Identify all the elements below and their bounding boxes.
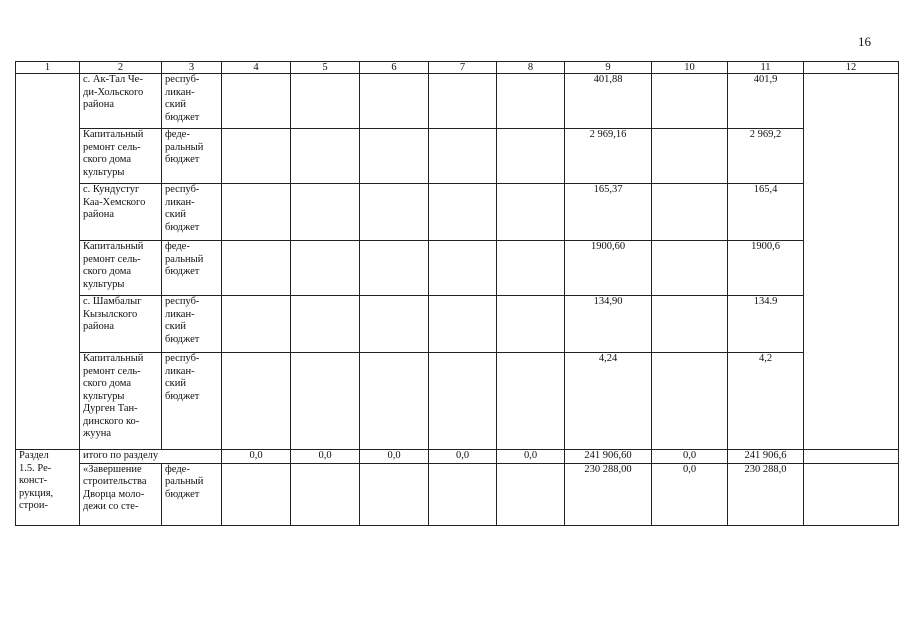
value-col9: 2 969,16 — [565, 129, 652, 184]
funding-source-cell: феде- ральный бюджет — [162, 241, 222, 296]
section-label-cell: Раздел 1.5. Ре- конст- рукция, строи- — [16, 450, 80, 526]
table-row — [16, 74, 899, 129]
value-col8: 0,0 — [497, 450, 565, 464]
value-col11: 2 969,2 — [728, 129, 804, 184]
value-col9: 165,37 — [565, 184, 652, 241]
total-label: итого по разделу — [80, 450, 222, 464]
object-name-cell: «Завершение строительства Дворца моло- дежи со сте- — [80, 463, 162, 525]
header-cell: 3 — [162, 62, 222, 74]
header-cell: 11 — [728, 62, 804, 74]
object-name-cell: с. Ак-Тал Че- ди-Хольского района — [80, 74, 162, 129]
table-header-row — [16, 62, 899, 74]
page-number: 16 — [858, 34, 871, 49]
value-col9: 401,88 — [565, 74, 652, 129]
value-col9: 134,90 — [565, 296, 652, 353]
header-cell: 6 — [360, 62, 429, 74]
value-col9: 230 288,00 — [565, 463, 652, 525]
value-col7: 0,0 — [429, 450, 497, 464]
value-col11: 1900,6 — [728, 241, 804, 296]
value-col11: 4,2 — [728, 353, 804, 450]
header-cell: 5 — [291, 62, 360, 74]
table-row — [16, 184, 899, 241]
funding-source-cell: респуб- ликан- ский бюджет — [162, 74, 222, 129]
value-col11: 230 288,0 — [728, 463, 804, 525]
value-col11: 165,4 — [728, 184, 804, 241]
budget-table — [15, 61, 899, 526]
value-col6: 0,0 — [360, 450, 429, 464]
header-cell: 7 — [429, 62, 497, 74]
table-row — [16, 463, 899, 525]
value-col9: 4,24 — [565, 353, 652, 450]
value-col4: 0,0 — [222, 450, 291, 464]
object-name-cell: с. Кундустуг Каа-Хемского района — [80, 184, 162, 241]
object-name-cell: Капитальный ремонт сель- ского дома культуры — [80, 241, 162, 296]
value-col9: 1900,60 — [565, 241, 652, 296]
col12-empty — [804, 450, 899, 464]
header-cell: 8 — [497, 62, 565, 74]
value-col10: 0,0 — [652, 450, 728, 464]
header-cell: 1 — [16, 62, 80, 74]
funding-source-cell: феде- ральный бюджет — [162, 129, 222, 184]
section-total-row — [16, 450, 899, 464]
funding-source-cell: респуб- ликан- ский бюджет — [162, 184, 222, 241]
table-row — [16, 353, 899, 450]
table-row — [16, 129, 899, 184]
value-col9: 241 906,60 — [565, 450, 652, 464]
header-cell: 4 — [222, 62, 291, 74]
header-cell: 2 — [80, 62, 162, 74]
funding-source-cell: феде- ральный бюджет — [162, 463, 222, 525]
object-name-cell: Капитальный ремонт сель- ского дома культуры Дурген Тан- динского ко- жууна — [80, 353, 162, 450]
table-row — [16, 296, 899, 353]
col12-empty — [804, 463, 899, 525]
col12-empty — [804, 74, 899, 450]
value-col11: 241 906,6 — [728, 450, 804, 464]
section-cell-empty — [16, 74, 80, 450]
table-row — [16, 241, 899, 296]
value-col11: 134.9 — [728, 296, 804, 353]
funding-source-cell: респуб- ликан- ский бюджет — [162, 296, 222, 353]
header-cell: 12 — [804, 62, 899, 74]
header-cell: 9 — [565, 62, 652, 74]
object-name-cell: с. Шамбалыг Кызылского района — [80, 296, 162, 353]
value-col5: 0,0 — [291, 450, 360, 464]
value-col11: 401,9 — [728, 74, 804, 129]
object-name-cell: Капитальный ремонт сель- ского дома культуры — [80, 129, 162, 184]
header-cell: 10 — [652, 62, 728, 74]
value-col10: 0,0 — [652, 463, 728, 525]
funding-source-cell: респуб- ликан- ский бюджет — [162, 353, 222, 450]
